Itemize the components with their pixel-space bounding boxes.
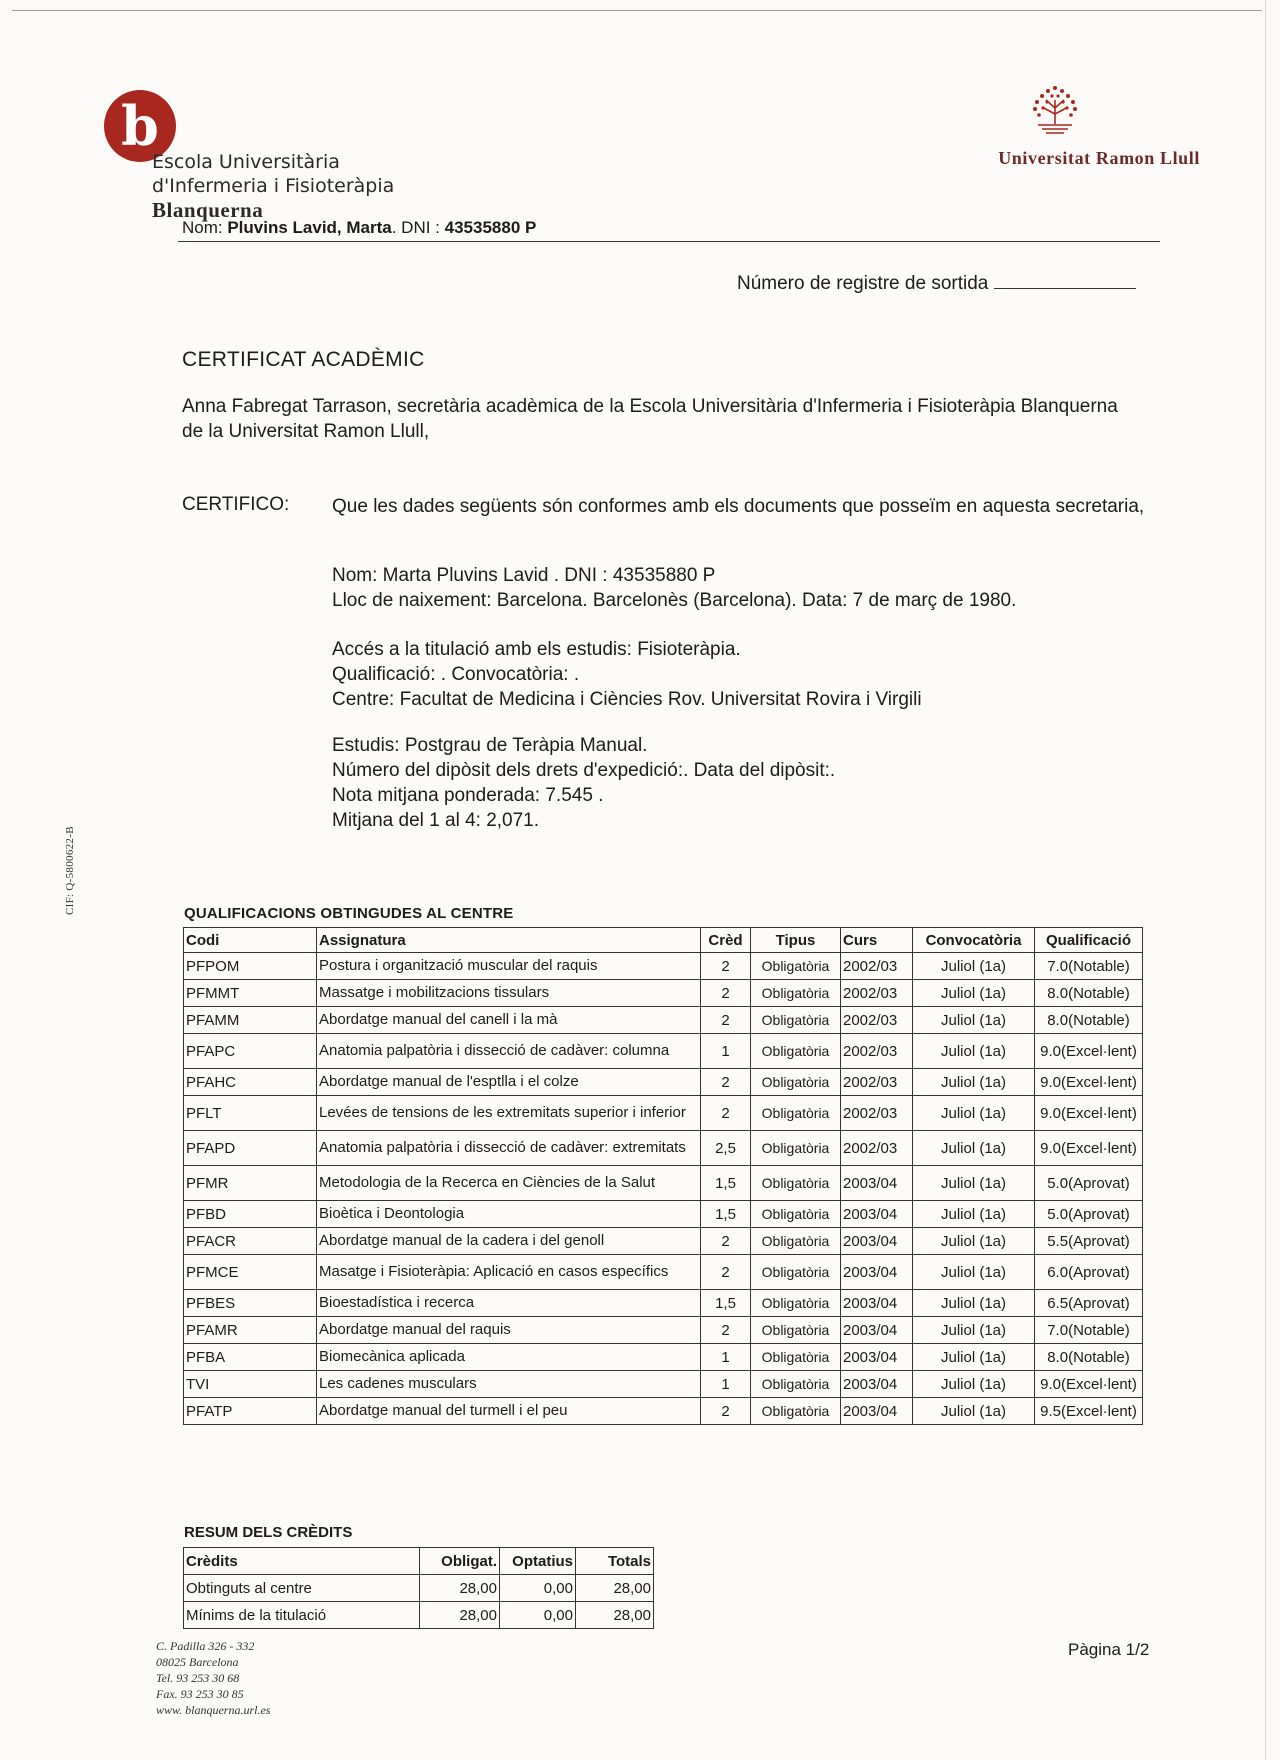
codi-cell: PFAMR [184,1317,317,1344]
studies-line-3: Nota mitjana ponderada: 7.545 . [332,785,604,806]
resum-col-credits: Crèdits [184,1548,420,1575]
cred-cell: 1 [701,1344,751,1371]
convocatoria-cell: Juliol (1a) [913,1255,1035,1290]
dni-value: 43535880 P [444,218,537,237]
tipus-cell: Obligatòria [751,1398,841,1425]
assignatura-cell: Les cadenes musculars [317,1371,701,1398]
assignatura-cell: Masatge i Fisioteràpia: Aplicació en casos específics [317,1255,701,1290]
grades-table [183,927,1143,1425]
registre-blank [994,270,1136,289]
assignatura-cell: Abordatge manual del turmell i el peu [317,1398,701,1425]
qualificacio-cell: 5.0(Aprovat) [1035,1166,1143,1201]
codi-cell: PFAPC [184,1034,317,1069]
tipus-cell: Obligatòria [751,1228,841,1255]
header-name-line [182,218,536,238]
resum-header-row [184,1548,654,1575]
assignatura-cell: Metodologia de la Recerca en Ciències de la Salut [317,1166,701,1201]
assignatura-cell: Abordatge manual del raquis [317,1317,701,1344]
col-codi: Codi [184,928,317,953]
resum-section-title: RESUM DELS CRÈDITS [184,1524,353,1541]
tipus-cell: Obligatòria [751,1069,841,1096]
page-number: Pàgina 1/2 [1068,1640,1150,1659]
grade-row [184,1096,1143,1131]
qualificacio-cell: 9.0(Excel·lent) [1035,1069,1143,1096]
qualificacio-cell: 9.0(Excel·lent) [1035,1371,1143,1398]
codi-cell: PFMR [184,1166,317,1201]
codi-cell: PFBES [184,1290,317,1317]
tipus-cell: Obligatòria [751,980,841,1007]
qualificacio-cell: 9.0(Excel·lent) [1035,1096,1143,1131]
convocatoria-cell: Juliol (1a) [913,1096,1035,1131]
resum-cell: 0,00 [500,1602,576,1629]
grade-row [184,980,1143,1007]
qualificacio-cell: 6.0(Aprovat) [1035,1255,1143,1290]
tipus-cell: Obligatòria [751,953,841,980]
access-line-1: Accés a la titulació amb els estudis: Fisioteràpia. [332,639,741,660]
codi-cell: TVI [184,1371,317,1398]
assignatura-cell: Levées de tensions de les extremitats superior i inferior [317,1096,701,1131]
assignatura-cell: Bioètica i Deontologia [317,1201,701,1228]
tipus-cell: Obligatòria [751,1166,841,1201]
resum-col-obligat: Obligat. [420,1548,500,1575]
tipus-cell: Obligatòria [751,1007,841,1034]
assignatura-cell: Bioestadística i recerca [317,1290,701,1317]
footer-address [156,1638,270,1718]
certifico-label: CERTIFICO: [182,494,290,515]
curs-cell: 2002/03 [841,953,913,980]
resum-table [183,1547,654,1629]
cred-cell: 1,5 [701,1166,751,1201]
resum-col-optatius: Optatius [500,1548,576,1575]
col-convocatoria: Convocatòria [913,928,1035,953]
convocatoria-cell: Juliol (1a) [913,980,1035,1007]
assignatura-cell: Abordatge manual de l'esptlla i el colze [317,1069,701,1096]
resum-cell: 28,00 [576,1602,654,1629]
codi-cell: PFPOM [184,953,317,980]
codi-cell: PFAPD [184,1131,317,1166]
nom-label: Nom: [182,218,228,237]
resum-col-totals: Totals [576,1548,654,1575]
curs-cell: 2003/04 [841,1371,913,1398]
convocatoria-cell: Juliol (1a) [913,1201,1035,1228]
studies-line-2: Número del dipòsit dels drets d'expedició:. Data del dipòsit:. [332,760,836,781]
convocatoria-cell: Juliol (1a) [913,953,1035,980]
tipus-cell: Obligatòria [751,1344,841,1371]
curs-cell: 2002/03 [841,1034,913,1069]
resum-cell: Mínims de la titulació [184,1602,420,1629]
grade-row [184,1255,1143,1290]
school-line-1: Escola Universitària [152,151,340,173]
convocatoria-cell: Juliol (1a) [913,1069,1035,1096]
grade-row [184,1317,1143,1344]
access-line-3: Centre: Facultat de Medicina i Ciències Rov. Universitat Rovira i Virgili [332,689,922,710]
cred-cell: 1 [701,1034,751,1069]
grade-row [184,1290,1143,1317]
cred-cell: 2 [701,1255,751,1290]
codi-cell: PFLT [184,1096,317,1131]
curs-cell: 2003/04 [841,1398,913,1425]
codi-cell: PFBD [184,1201,317,1228]
col-qualificacio: Qualificació [1035,928,1143,953]
address-line: Tel. 93 253 30 68 [156,1671,240,1685]
grade-row [184,1069,1143,1096]
curs-cell: 2003/04 [841,1228,913,1255]
assignatura-cell: Abordatge manual del canell i la mà [317,1007,701,1034]
codi-cell: PFMCE [184,1255,317,1290]
dni-label: . DNI : [391,218,445,237]
school-name [152,150,394,222]
person-name: Nom: Marta Pluvins Lavid . DNI : 43535880 P [332,565,716,586]
convocatoria-cell: Juliol (1a) [913,1166,1035,1201]
header-rule [178,241,1160,242]
convocatoria-cell: Juliol (1a) [913,1398,1035,1425]
tipus-cell: Obligatòria [751,1201,841,1228]
curs-cell: 2003/04 [841,1255,913,1290]
cred-cell: 1 [701,1371,751,1398]
registre-line [737,270,1136,295]
tipus-cell: Obligatòria [751,1290,841,1317]
qualificacio-cell: 9.0(Excel·lent) [1035,1131,1143,1166]
tipus-cell: Obligatòria [751,1317,841,1344]
school-line-3: Blanquerna [152,198,264,222]
resum-cell: 0,00 [500,1575,576,1602]
curs-cell: 2002/03 [841,1096,913,1131]
tipus-cell: Obligatòria [751,1034,841,1069]
cred-cell: 2 [701,980,751,1007]
cred-cell: 2 [701,1096,751,1131]
cred-cell: 2 [701,1317,751,1344]
studies-block [332,733,1152,833]
address-line: C. Padilla 326 - 332 [156,1639,255,1653]
grade-row [184,1398,1143,1425]
document-title: CERTIFICAT ACADÈMIC [182,348,425,371]
cred-cell: 2 [701,953,751,980]
university-tree-logo-icon [1022,78,1088,142]
convocatoria-cell: Juliol (1a) [913,1371,1035,1398]
col-assignatura: Assignatura [317,928,701,953]
blanquerna-logo: b [104,90,176,162]
studies-line-4: Mitjana del 1 al 4: 2,071. [332,810,540,831]
registre-label: Número de registre de sortida [737,273,989,294]
cred-cell: 2 [701,1007,751,1034]
assignatura-cell: Anatomia palpatòria i dissecció de cadàver: columna [317,1034,701,1069]
assignatura-cell: Massatge i mobilitzacions tissulars [317,980,701,1007]
col-cred: Crèd [701,928,751,953]
qualificacio-cell: 7.0(Notable) [1035,953,1143,980]
address-line: 08025 Barcelona [156,1655,239,1669]
cred-cell: 2 [701,1228,751,1255]
convocatoria-cell: Juliol (1a) [913,1131,1035,1166]
top-border-line [12,10,1262,11]
right-edge-line [1265,0,1266,1760]
convocatoria-cell: Juliol (1a) [913,1290,1035,1317]
qualificacio-cell: 9.0(Excel·lent) [1035,1034,1143,1069]
grades-section-title: QUALIFICACIONS OBTINGUDES AL CENTRE [184,905,514,922]
curs-cell: 2003/04 [841,1166,913,1201]
col-tipus: Tipus [751,928,841,953]
convocatoria-cell: Juliol (1a) [913,1228,1035,1255]
curs-cell: 2002/03 [841,980,913,1007]
assignatura-cell: Postura i organització muscular del raquis [317,953,701,980]
convocatoria-cell: Juliol (1a) [913,1007,1035,1034]
convocatoria-cell: Juliol (1a) [913,1317,1035,1344]
codi-cell: PFACR [184,1228,317,1255]
cred-cell: 1,5 [701,1201,751,1228]
access-block [332,637,1152,712]
curs-cell: 2002/03 [841,1131,913,1166]
assignatura-cell: Biomecànica aplicada [317,1344,701,1371]
grade-row [184,1201,1143,1228]
grade-row [184,1228,1143,1255]
codi-cell: PFAHC [184,1069,317,1096]
tipus-cell: Obligatòria [751,1096,841,1131]
grade-row [184,953,1143,980]
resum-cell: 28,00 [576,1575,654,1602]
resum-row [184,1575,654,1602]
school-line-2: d'Infermeria i Fisioteràpia [152,175,395,197]
qualificacio-cell: 8.0(Notable) [1035,1007,1143,1034]
person-block [332,563,1152,613]
address-line: Fax. 93 253 30 85 [156,1687,244,1701]
curs-cell: 2003/04 [841,1290,913,1317]
resum-cell: 28,00 [420,1602,500,1629]
person-birth: Lloc de naixement: Barcelona. Barcelonès (Barcelona). Data: 7 de març de 1980. [332,590,1017,611]
curs-cell: 2003/04 [841,1344,913,1371]
cif-vertical-text: CIF: Q-5800622-B [64,826,76,915]
curs-cell: 2002/03 [841,1069,913,1096]
intro-paragraph: Anna Fabregat Tarrason, secretària acadèmica de la Escola Universitària d'Infermeria i Fisioteràpia Blanquerna de la Universitat Ramon Llull, [182,396,1118,442]
address-line: www. blanquerna.url.es [156,1703,271,1717]
certifico-text: Que les dades següents són conformes amb els documents que posseïm en aquesta secretaria, [332,496,1145,517]
codi-cell: PFATP [184,1398,317,1425]
col-curs: Curs [841,928,913,953]
convocatoria-cell: Juliol (1a) [913,1344,1035,1371]
resum-row [184,1602,654,1629]
studies-line-1: Estudis: Postgrau de Teràpia Manual. [332,735,648,756]
grade-row [184,1034,1143,1069]
nom-value: Pluvins Lavid, Marta [227,218,392,237]
cred-cell: 2 [701,1398,751,1425]
qualificacio-cell: 6.5(Aprovat) [1035,1290,1143,1317]
cred-cell: 1,5 [701,1290,751,1317]
codi-cell: PFAMM [184,1007,317,1034]
qualificacio-cell: 7.0(Notable) [1035,1317,1143,1344]
grade-row [184,1131,1143,1166]
grade-row [184,1344,1143,1371]
resum-cell: 28,00 [420,1575,500,1602]
grades-header-row [184,928,1143,953]
cred-cell: 2,5 [701,1131,751,1166]
curs-cell: 2002/03 [841,1007,913,1034]
qualificacio-cell: 5.0(Aprovat) [1035,1201,1143,1228]
qualificacio-cell: 9.5(Excel·lent) [1035,1398,1143,1425]
assignatura-cell: Anatomia palpatòria i dissecció de cadàver: extremitats [317,1131,701,1166]
qualificacio-cell: 8.0(Notable) [1035,980,1143,1007]
codi-cell: PFMMT [184,980,317,1007]
curs-cell: 2003/04 [841,1201,913,1228]
tipus-cell: Obligatòria [751,1255,841,1290]
tipus-cell: Obligatòria [751,1131,841,1166]
qualificacio-cell: 5.5(Aprovat) [1035,1228,1143,1255]
grade-row [184,1007,1143,1034]
codi-cell: PFBA [184,1344,317,1371]
tipus-cell: Obligatòria [751,1371,841,1398]
grade-row [184,1166,1143,1201]
convocatoria-cell: Juliol (1a) [913,1034,1035,1069]
assignatura-cell: Abordatge manual de la cadera i del genoll [317,1228,701,1255]
university-name: Universitat Ramon Llull [998,148,1200,168]
resum-cell: Obtinguts al centre [184,1575,420,1602]
cred-cell: 2 [701,1069,751,1096]
grade-row [184,1371,1143,1398]
qualificacio-cell: 8.0(Notable) [1035,1344,1143,1371]
access-line-2: Qualificació: . Convocatòria: . [332,664,580,685]
curs-cell: 2003/04 [841,1317,913,1344]
